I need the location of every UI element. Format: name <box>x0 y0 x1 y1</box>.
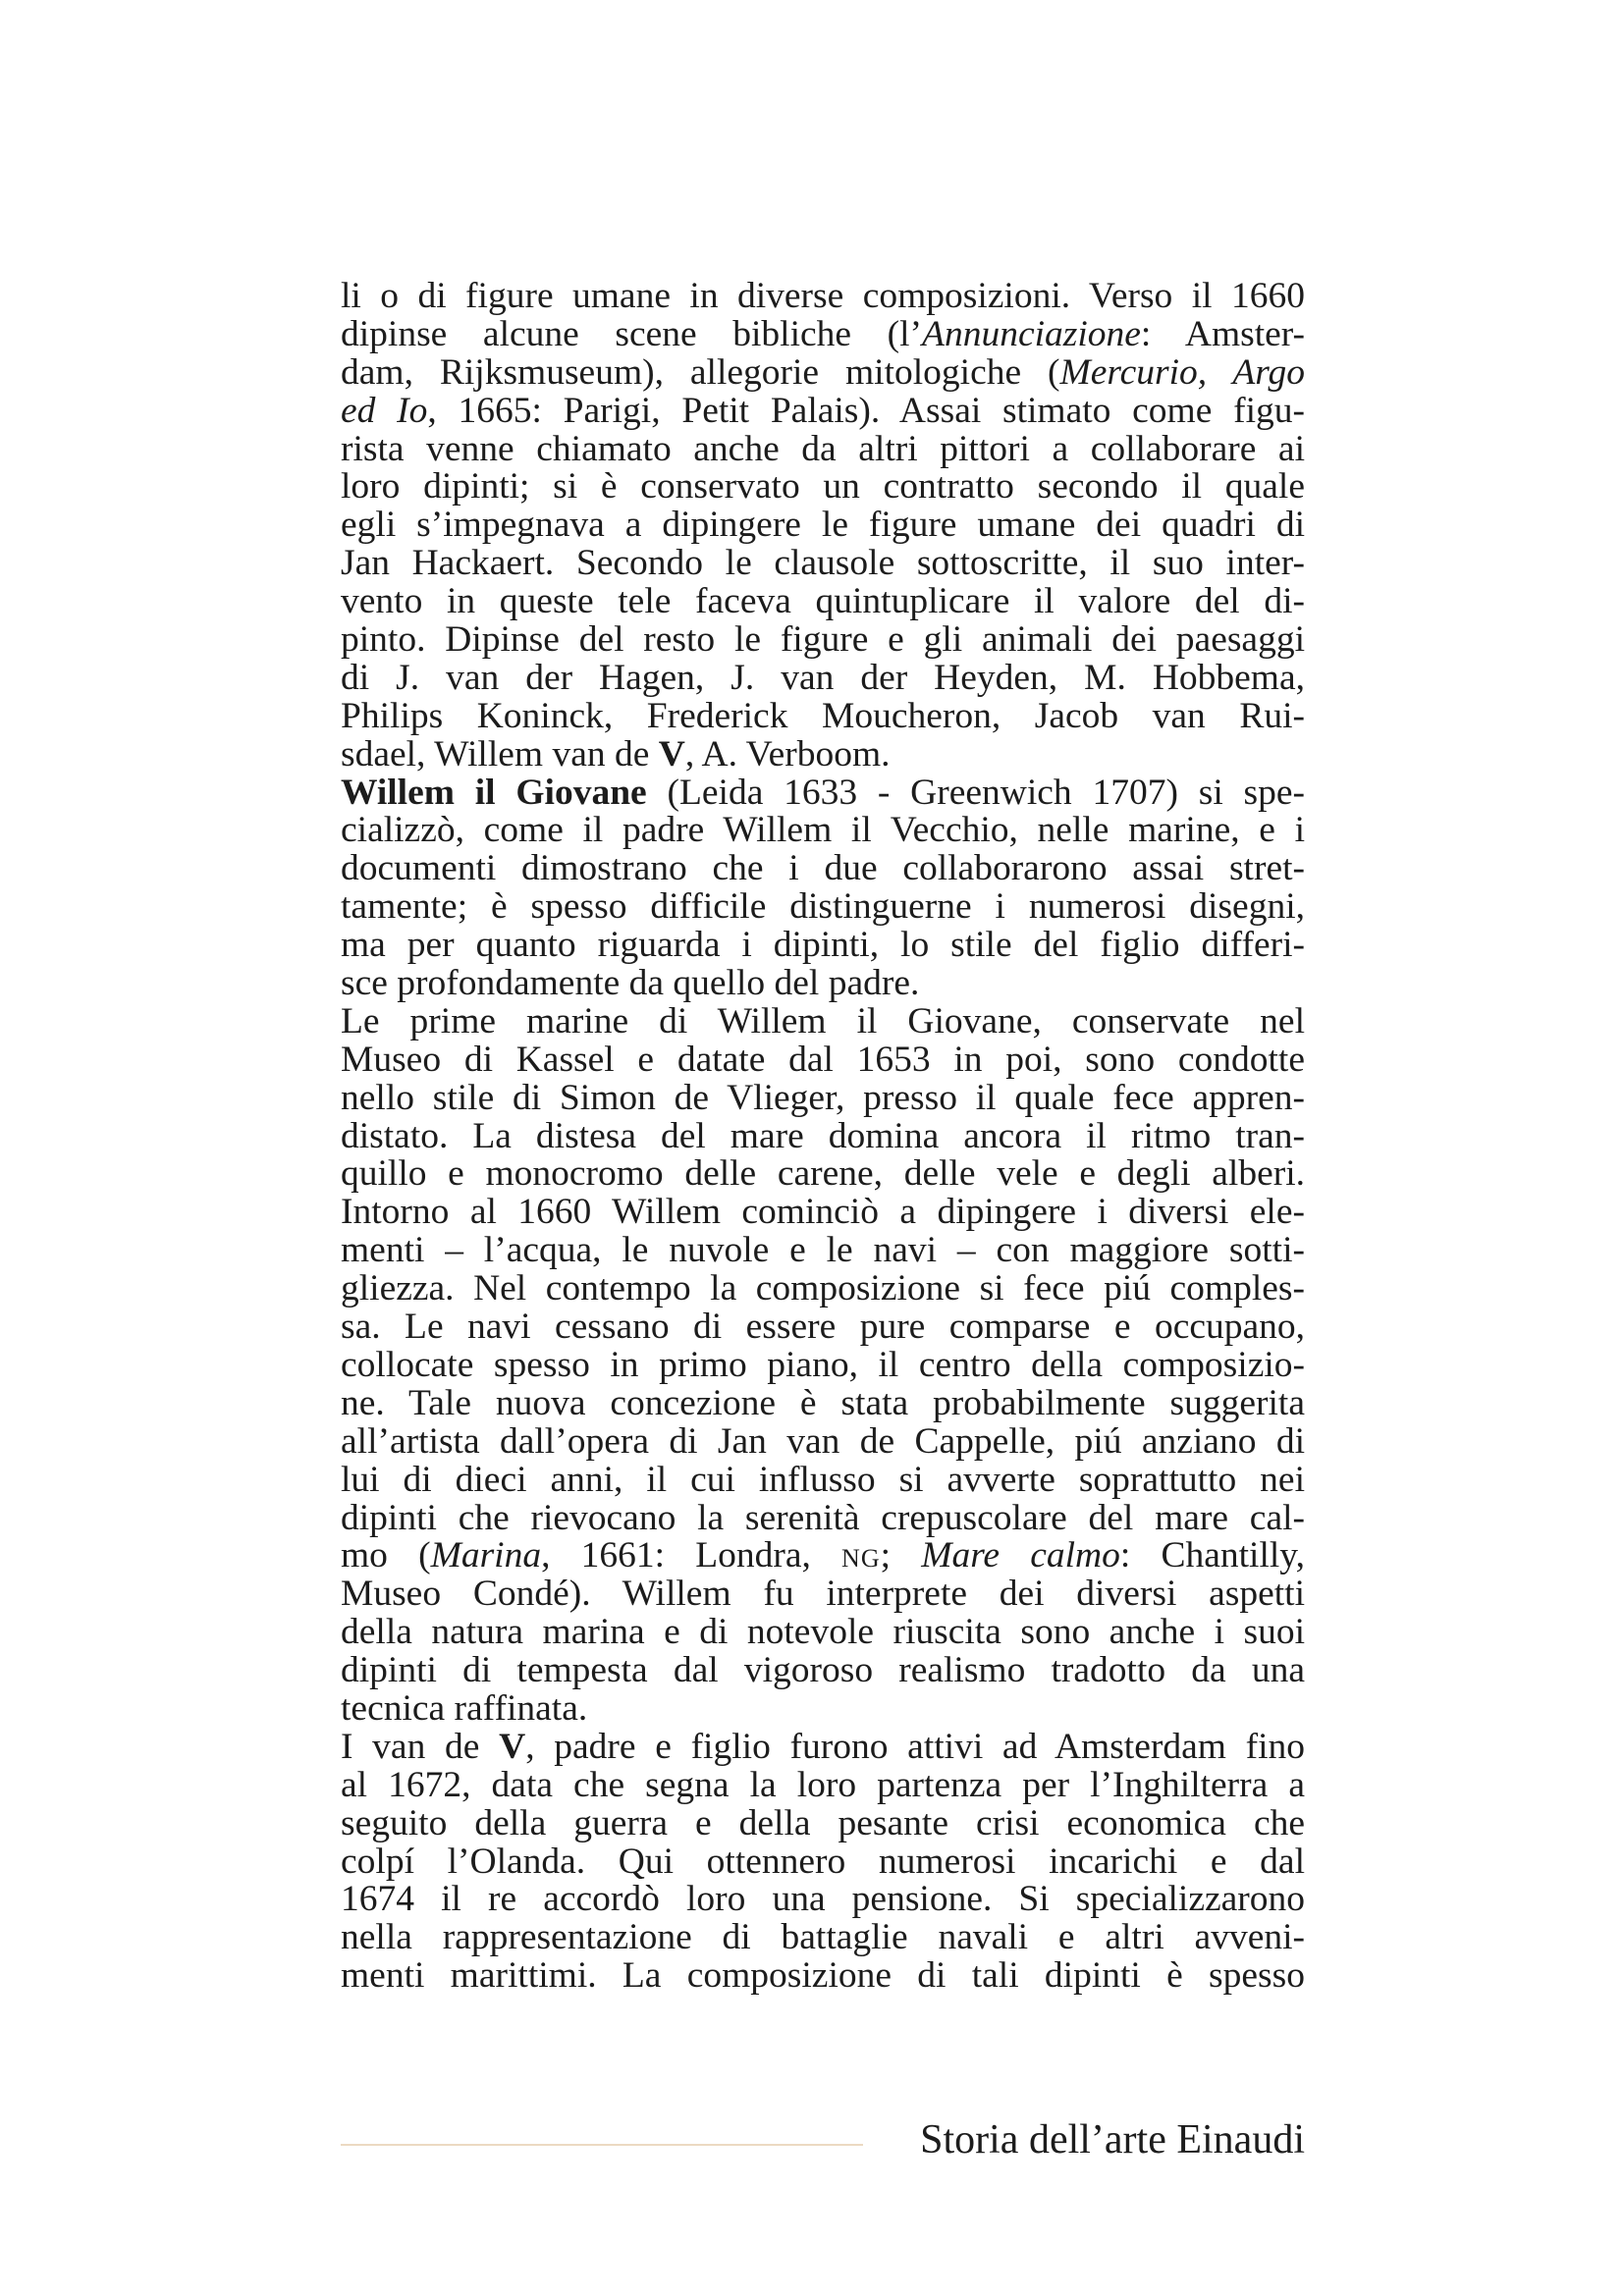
text-run: Museo Condé). Willem fu interprete dei diversi aspetti <box>341 1574 1305 1615</box>
text-line <box>341 1232 1305 1270</box>
text-run: loro dipinti; si è conservato un contratto secondo il quale <box>341 466 1305 507</box>
paragraph <box>341 774 1305 1003</box>
text-line <box>341 1077 1305 1118</box>
text-line <box>341 468 1305 507</box>
text-run: sdael, Willem van de <box>341 733 659 774</box>
text-run: I van de <box>341 1726 500 1767</box>
text-run: tecnica raffinata. <box>341 1687 588 1729</box>
text-line <box>341 695 1305 736</box>
text-line <box>341 1459 1305 1500</box>
text-line <box>341 1155 1305 1194</box>
text-line <box>341 1115 1305 1156</box>
text-run: Mercurio, Argo <box>1059 351 1305 393</box>
text-line <box>341 1726 1305 1767</box>
text-line <box>341 583 1305 621</box>
text-line <box>341 1881 1305 1919</box>
paragraph <box>341 1726 1305 1997</box>
text-run: all’artista dall’opera di Jan van de Cappelle, piú anziano di <box>341 1420 1305 1462</box>
text-run: sa. Le navi cessano di essere pure comparse e occupano, <box>341 1307 1305 1348</box>
text-run: collocate spesso in primo piano, il centro della composizio- <box>341 1344 1305 1385</box>
text-run: ma per quanto riguarda i dipinti, lo stile del figlio differi- <box>341 925 1305 966</box>
text-line <box>341 428 1305 469</box>
text-line <box>341 1270 1305 1308</box>
text-run: V <box>658 733 685 774</box>
text-run: , 1665: Parigi, Petit Palais). Assai stimato come figu- <box>427 390 1305 431</box>
text-run: vento in queste tele faceva quintuplicare il valore del di- <box>341 581 1305 622</box>
text-run: gliezza. Nel contempo la composizione si fece piú comples- <box>341 1268 1305 1309</box>
text-line <box>341 1344 1305 1385</box>
text-line <box>341 507 1305 545</box>
text-line <box>341 1843 1305 1882</box>
text-line <box>341 774 1305 813</box>
text-line <box>341 1802 1305 1843</box>
text-line <box>341 1919 1305 1957</box>
text-run: (Leida 1633 - Greenwich 1707) si spe- <box>646 772 1305 813</box>
text-run: Museo di Kassel e datate dal 1653 in poi, sono condotte <box>341 1039 1305 1080</box>
text-run: dipinti che rievocano la serenità crepuscolare del mare cal- <box>341 1497 1305 1538</box>
text-line <box>341 1308 1305 1347</box>
text-run: dipinse alcune scene bibliche (l’ <box>341 313 923 354</box>
text-line <box>341 1537 1305 1575</box>
text-run: quillo e monocromo delle carene, delle vele e degli alberi. <box>341 1153 1305 1195</box>
text-run: : Chantilly, <box>1119 1535 1305 1576</box>
text-line <box>341 1420 1305 1462</box>
text-run: dam, Rijksmuseum), allegorie mitologiche ( <box>341 351 1060 393</box>
text-run: menti – l’acqua, le nuvole e le navi – con maggiore sotti- <box>341 1230 1305 1271</box>
paragraph <box>341 278 1305 774</box>
text-run: distato. La distesa del mare domina ancora il ritmo tran- <box>341 1115 1305 1156</box>
text-run: li o di figure umane in diverse composizioni. Verso il 1660 <box>341 276 1305 316</box>
text-run: tamente; è spesso difficile distinguerne i numerosi disegni, <box>341 886 1305 928</box>
text-run: nella rappresentazione di battaglie navali e altri avveni- <box>341 1917 1305 1958</box>
text-run: 1674 il re accordò loro una pensione. Si specializzarono <box>341 1879 1305 1920</box>
text-line <box>341 313 1305 354</box>
text-line <box>341 351 1305 393</box>
text-line <box>341 1652 1305 1690</box>
text-line <box>341 1687 1305 1729</box>
text-run: nello stile di Simon de Vlieger, presso il quale fece appren- <box>341 1077 1305 1118</box>
text-line <box>341 733 1305 774</box>
text-line <box>341 621 1305 660</box>
text-run: pinto. Dipinse del resto le figure e gli animali dei paesaggi <box>341 619 1305 661</box>
footer-title: Storia dell’arte Einaudi <box>920 2117 1305 2163</box>
text-run: ne. Tale nuova concezione è stata probabilmente suggerita <box>341 1382 1305 1423</box>
text-run: Intorno al 1660 Willem cominciò a dipingere i diversi ele- <box>341 1192 1305 1233</box>
text-run: NG <box>841 1544 881 1574</box>
text-run: , 1661: Londra, <box>541 1535 842 1576</box>
text-run: menti marittimi. La composizione di tali dipinti è spesso <box>341 1955 1305 1997</box>
text-run: sce profondamente da quello del padre. <box>341 963 920 1004</box>
text-line <box>341 545 1305 583</box>
text-run: Willem il Giovane <box>341 772 647 813</box>
text-run: ; <box>880 1535 922 1576</box>
paragraph <box>341 1000 1305 1195</box>
text-run: egli s’impegnava a dipingere le figure umane dei quadri di <box>341 505 1305 546</box>
text-line <box>341 1382 1305 1423</box>
text-line <box>341 1764 1305 1805</box>
text-line <box>341 812 1305 850</box>
text-run: lui di dieci anni, il cui influsso si avverte soprattutto nei <box>341 1459 1305 1500</box>
text-run: mo ( <box>341 1535 431 1576</box>
text-line <box>341 965 1305 1003</box>
text-run: dipinti di tempesta dal vigoroso realismo tradotto da una <box>341 1650 1305 1691</box>
text-run: al 1672, data che segna la loro partenza per l’Inghilterra a <box>341 1764 1305 1805</box>
text-run: V <box>499 1726 526 1767</box>
text-run: Annunciazione <box>922 313 1141 354</box>
text-run: cializzò, come il padre Willem il Vecchio, nelle marine, e i <box>341 810 1305 851</box>
text-run: Philips Koninck, Frederick Moucheron, Jacob van Rui- <box>341 695 1305 736</box>
body-text <box>341 278 1305 1996</box>
text-line <box>341 1041 1305 1080</box>
text-run: , A. Verboom. <box>684 733 891 774</box>
text-run: Le prime marine di Willem il Giovane, conservate nel <box>341 1000 1305 1041</box>
text-line <box>341 1614 1305 1652</box>
text-run: Marina <box>430 1535 542 1576</box>
text-line <box>341 927 1305 965</box>
text-run: Jan Hackaert. Secondo le clausole sottoscritte, il suo inter- <box>341 543 1305 584</box>
text-line <box>341 1194 1305 1232</box>
text-line <box>341 278 1305 316</box>
text-line <box>341 657 1305 698</box>
text-line <box>341 850 1305 888</box>
text-run: , padre e figlio furono attivi ad Amsterdam fino <box>525 1726 1305 1767</box>
text-run: documenti dimostrano che i due collaborarono assai stret- <box>341 848 1305 889</box>
text-run: seguito della guerra e della pesante crisi economica che <box>341 1802 1305 1843</box>
text-run: Mare calmo <box>921 1535 1120 1576</box>
text-line <box>341 1957 1305 1996</box>
text-line <box>341 1575 1305 1614</box>
text-line <box>341 1497 1305 1538</box>
text-line <box>341 390 1305 431</box>
text-run: di J. van der Hagen, J. van der Heyden, M. Hobbema, <box>341 657 1305 698</box>
text-run: della natura marina e di notevole riuscita sono anche i suoi <box>341 1612 1305 1653</box>
text-run: colpí l’Olanda. Qui ottennero numerosi incarichi e dal <box>341 1841 1305 1882</box>
text-line <box>341 888 1305 927</box>
paragraph <box>341 1194 1305 1728</box>
text-line <box>341 1000 1305 1041</box>
text-run: : Amster- <box>1140 313 1305 354</box>
text-run: ed Io <box>341 390 428 431</box>
text-run: rista venne chiamato anche da altri pittori a collaborare ai <box>341 428 1305 469</box>
